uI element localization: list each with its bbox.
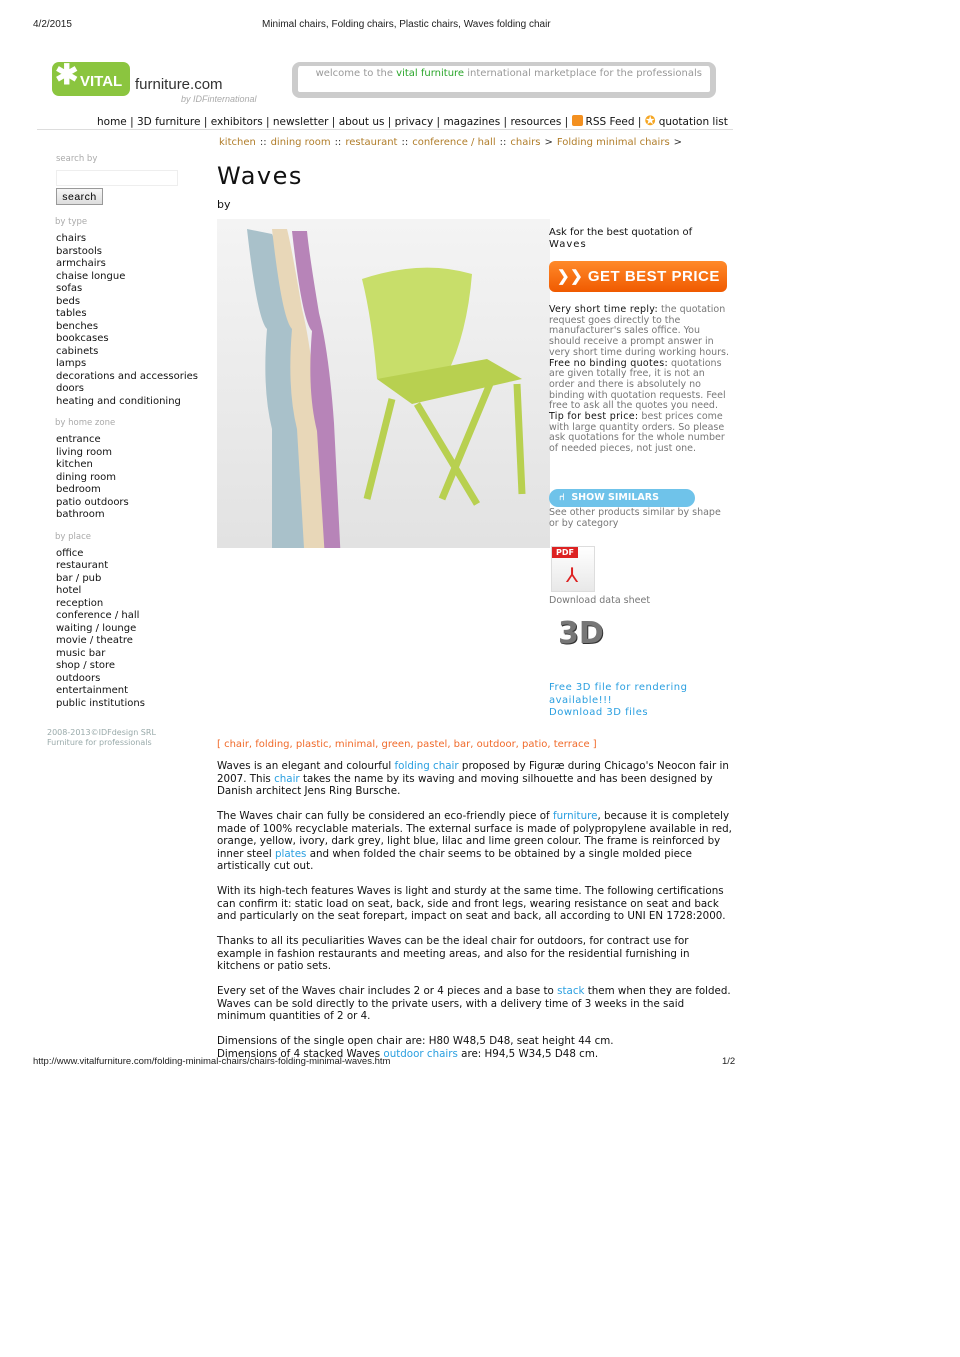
info-heading: Tip for best price: (549, 411, 639, 423)
sidebar-group (56, 217, 206, 408)
nav-exhibitors[interactable]: exhibitors (210, 116, 263, 128)
quote-info (549, 305, 731, 455)
sidebar-item[interactable]: decorations and accessories (56, 370, 198, 382)
sidebar-item[interactable]: patio outdoors (56, 496, 129, 508)
tagline: Furniture for professionals (47, 737, 152, 747)
description-text: them when they are folded. Waves can be sold directly to the private users, with a delivery time of 3 weeks in the said minimum quantities of 2 or 4. (217, 985, 731, 1022)
sidebar-item[interactable]: chairs (56, 233, 87, 244)
description-paragraph (217, 885, 732, 923)
breadcrumb-item[interactable]: chairs (510, 137, 541, 148)
copyright: 2008-2013©IDFdesign SRL (47, 728, 156, 737)
description-paragraph (217, 760, 732, 798)
info-paragraph (549, 412, 731, 455)
info-heading: Free no binding quotes: (549, 357, 668, 369)
breadcrumb-item[interactable]: Folding minimal chairs (556, 137, 670, 148)
page-title: Waves (217, 162, 303, 190)
logo-byline: by IDFinternational (181, 94, 257, 104)
divider (37, 129, 733, 130)
chairs-icon: ⑁ (559, 492, 565, 503)
breadcrumb-separator: :: (401, 137, 409, 148)
product-photo (217, 219, 550, 548)
sidebar-group (56, 418, 206, 522)
search-button[interactable]: search (56, 188, 103, 205)
nav-separator: | (433, 116, 444, 128)
chairs-image (217, 219, 550, 548)
description-paragraph (217, 985, 732, 1023)
logo-mark: VITAL (80, 73, 123, 90)
description-text: are: H94,5 W34,5 D48 cm. (457, 1047, 599, 1060)
nav-separator: | (200, 116, 211, 128)
acrobat-glyph: ⅄ (566, 563, 579, 587)
tag-list[interactable]: [ chair, folding, plastic, minimal, green, pastel, bar, outdoor, patio, terrace ] (217, 739, 597, 750)
breadcrumb-item[interactable]: kitchen (219, 137, 256, 148)
info-text: best prices come with large quantity orders. So please ask quotations for the whole number of needed pieces, not just one. (549, 411, 725, 455)
sidebar-item[interactable]: public institutions (56, 697, 145, 709)
description-link[interactable]: plates (274, 847, 307, 860)
nav-separator: | (634, 116, 645, 128)
free-3d-text[interactable]: Free 3D file for rendering available!!! (549, 682, 688, 706)
sidebar-item[interactable]: kitchen (56, 459, 93, 470)
print-page: 1/2 (722, 1056, 736, 1067)
pdf-icon[interactable] (551, 546, 595, 592)
sidebar-item[interactable]: beds (56, 295, 81, 307)
description-text: Thanks to all its peculiarities Waves can be the ideal chair for outdoors, for contract use for example in fashion restaurants and meeting areas, and also for the residential furnishing in kitchens or patio sets. (217, 935, 690, 972)
sidebar-item[interactable]: conference / hall (56, 610, 140, 621)
group-label: by home zone (55, 418, 116, 428)
breadcrumb-separator: > (673, 137, 683, 148)
rss-icon (572, 115, 583, 126)
quote-product-name: Waves (549, 239, 587, 250)
sidebar-item[interactable]: sofas (56, 283, 83, 294)
print-date: 4/2/2015 (33, 19, 72, 30)
nav-3d-furniture[interactable]: 3D furniture (137, 116, 201, 128)
description-paragraph (217, 935, 732, 973)
description-text: and when folded the chair seems to be obtained by a single molded piece artistically cut out. (217, 847, 692, 872)
quotation-star-icon: ✪ (644, 114, 656, 129)
breadcrumb-item[interactable]: dining room (270, 137, 331, 148)
sidebar-item[interactable]: restaurant (56, 560, 109, 571)
sidebar-item[interactable]: doors (56, 383, 84, 394)
sidebar (47, 154, 206, 747)
pdf-badge: PDF (552, 547, 578, 558)
nav-separator: | (328, 116, 339, 128)
sidebar-item[interactable]: benches (56, 320, 99, 332)
nav-separator: | (262, 116, 273, 128)
3d-icon[interactable]: 3D (558, 616, 604, 651)
nav-magazines[interactable]: magazines (443, 116, 501, 128)
nav-newsletter[interactable]: newsletter (272, 116, 329, 128)
sidebar-item[interactable]: bookcases (56, 333, 109, 344)
nav-separator: | (384, 116, 395, 128)
get-best-price-button[interactable] (549, 261, 727, 292)
description-link[interactable]: folding chair (394, 760, 459, 772)
logo[interactable] (52, 59, 130, 96)
double-chevron-icon: ❯❯ (557, 268, 584, 285)
welcome-text: welcome to the (315, 68, 397, 79)
show-similars-label: SHOW SIMILARS (571, 492, 659, 503)
nav-about-us[interactable]: about us (338, 116, 385, 128)
sidebar-item[interactable]: bathroom (56, 509, 105, 520)
search-input[interactable] (56, 170, 178, 186)
quote-ask (549, 227, 731, 251)
description-text: The Waves chair can fully be considered an eco-friendly piece of (217, 810, 553, 822)
info-text: the quotation request goes directly to the manufacturer's sales office. You should receive a prompt answer in very short time during working hours. (549, 304, 730, 358)
info-paragraph (549, 305, 731, 359)
info-text: quotations are given totally free, it is not an order and there is absolutely no binding with quotation requests. Feel free to ask all the quotes you need. (549, 357, 726, 412)
description-text: Waves is an elegant and colourful (217, 760, 395, 772)
description-link[interactable]: furniture (552, 810, 598, 822)
nav-quotation-list[interactable]: quotation list (658, 116, 728, 128)
sidebar-item[interactable]: heating and conditioning (56, 395, 181, 407)
group-label: by place (55, 531, 91, 542)
download-3d-link[interactable]: Download 3D files (549, 707, 649, 718)
breadcrumb-separator: :: (499, 137, 507, 148)
sidebar-item[interactable]: outdoors (56, 672, 101, 684)
sidebar-item[interactable]: living room (56, 446, 112, 458)
info-heading: Very short time reply: (549, 304, 659, 315)
welcome-brand: vital furniture (396, 68, 465, 79)
3d-links (549, 682, 731, 720)
description-text: Dimensions of the single open chair are: H80 W48,5 D48, seat height 44 cm. (217, 1035, 614, 1047)
description-paragraph (217, 810, 732, 873)
sidebar-item[interactable]: waiting / lounge (56, 622, 137, 634)
quote-ask-text: Ask for the best quotation of (549, 227, 693, 238)
breadcrumb (217, 137, 684, 148)
nav-separator: | (561, 116, 572, 128)
sidebar-item[interactable]: barstools (56, 245, 102, 257)
sidebar-item[interactable]: lamps (56, 358, 87, 369)
sidebar-item[interactable]: cabinets (56, 345, 99, 357)
welcome-text-end: international marketplace for the professionals (464, 68, 702, 79)
asterisk-icon: ✱ (55, 59, 79, 90)
description-text: Every set of the Waves chair includes 2 or 4 pieces and a base to (217, 985, 558, 997)
breadcrumb-separator: :: (334, 137, 342, 148)
description-text: proposed by Figuræ during Chicago's Neocon fair in 2007. This (217, 760, 729, 785)
description-link[interactable]: stack (557, 985, 585, 997)
group-label: by type (55, 217, 88, 227)
sidebar-item[interactable]: movie / theatre (56, 635, 133, 646)
print-title: Minimal chairs, Folding chairs, Plastic chairs, Waves folding chair (262, 19, 551, 30)
description-text: With its high-tech features Waves is light and sturdy at the same time. The following certifications can confirm it: static load on seat, back, side and front legs, wearing resistance on seat and back and particularly on the seat forepart, impact on seat and back, all according to UNI EN 1728:2000. (217, 885, 726, 922)
sidebar-item[interactable]: bedroom (56, 484, 101, 495)
sidebar-item[interactable]: bar / pub (56, 572, 102, 584)
sidebar-item[interactable]: reception (56, 597, 104, 609)
nav-resources[interactable]: resources (510, 116, 562, 128)
sidebar-item[interactable]: shop / store (56, 660, 116, 671)
info-paragraph (549, 359, 731, 413)
breadcrumb-separator: :: (259, 137, 267, 148)
breadcrumb-item[interactable]: conference / hall (412, 137, 496, 148)
nav-home[interactable]: home (97, 116, 127, 128)
sidebar-item[interactable]: dining room (56, 471, 116, 483)
sidebar-item[interactable]: hotel (56, 585, 82, 596)
download-datasheet-link[interactable]: Download data sheet (549, 595, 651, 606)
designer-by: by (217, 198, 231, 211)
description-text: takes the name by its waving and moving silhouette and has been designed by Danish architect Jens Ring Bursche. (217, 772, 713, 797)
print-url: http://www.vitalfurniture.com/folding-minimal-chairs/chairs-folding-minimal-waves.htm (33, 1056, 391, 1067)
sidebar-item[interactable]: armchairs (56, 258, 106, 269)
description-text: , because it is completely made of 100% recyclable materials. The external surface is made of polypropylene available in red, orange, yellow, ivory, dark grey, light blue, lilac and lime green colour. The frame is reinforced by inner steel (217, 810, 732, 860)
sidebar-item[interactable]: music bar (56, 647, 106, 659)
product-description (217, 760, 732, 1073)
description-link[interactable]: chair (274, 772, 300, 785)
logo-name: furniture.com (135, 76, 223, 93)
search-label: search by (56, 154, 98, 164)
sidebar-group (56, 532, 206, 711)
main-nav (97, 114, 728, 129)
nav-separator: | (500, 116, 511, 128)
sidebar-item[interactable]: entertainment (56, 685, 128, 696)
description-text: Dimensions of 4 stacked Waves (217, 1047, 381, 1060)
nav-separator: | (126, 116, 137, 128)
similars-text: See other products similar by shape or by category (549, 507, 721, 529)
sidebar-item[interactable]: entrance (56, 434, 101, 445)
description-link[interactable]: outdoor chairs (383, 1047, 458, 1060)
sidebar-item[interactable]: chaise longue (56, 270, 126, 282)
breadcrumb-item[interactable]: restaurant (345, 137, 398, 148)
sidebar-item[interactable]: office (56, 547, 84, 559)
get-best-price-label: GET BEST PRICE (587, 268, 720, 285)
show-similars-button[interactable] (549, 489, 695, 507)
welcome-banner (292, 62, 716, 98)
nav-rss-feed[interactable]: RSS Feed (585, 116, 635, 128)
sidebar-item[interactable]: tables (56, 308, 87, 319)
nav-privacy[interactable]: privacy (394, 116, 434, 128)
breadcrumb-separator: > (544, 137, 553, 148)
